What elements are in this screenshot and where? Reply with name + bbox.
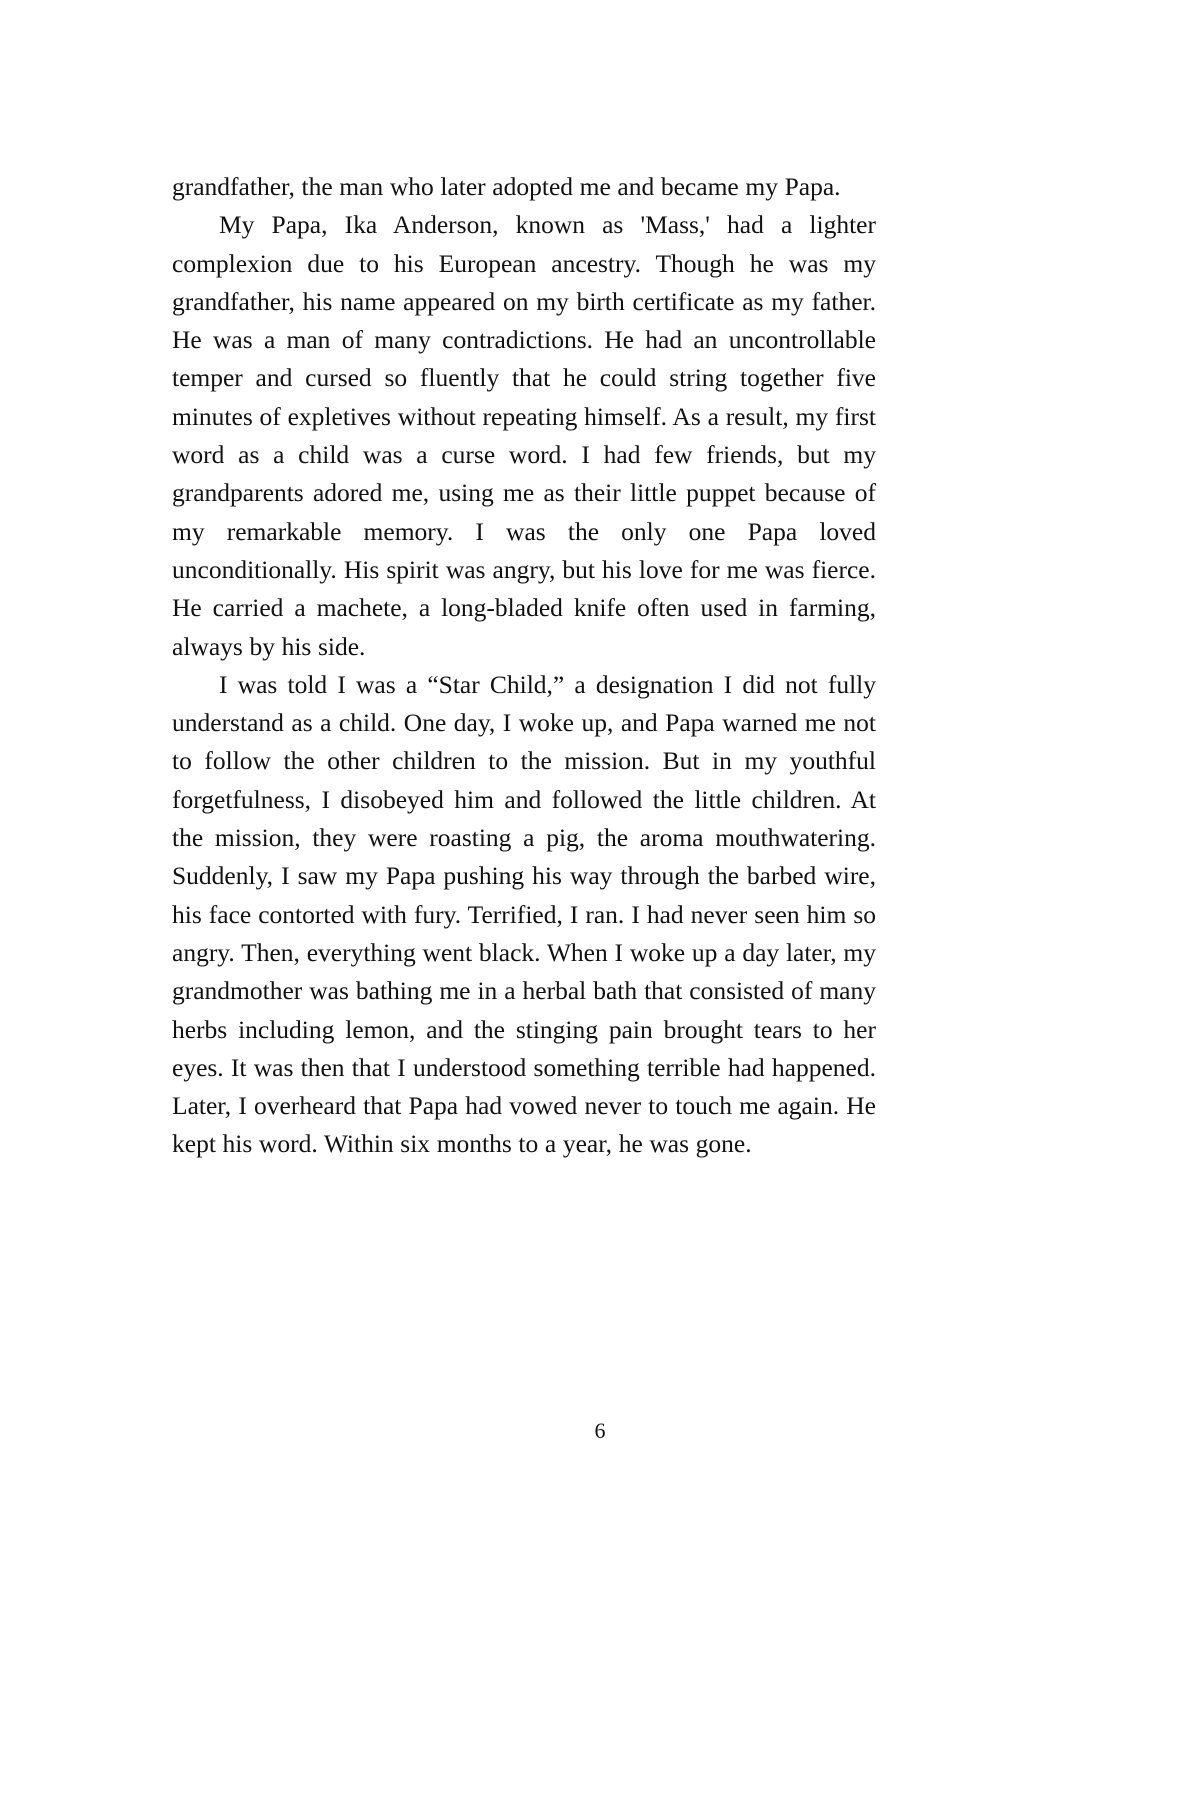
paragraph-continuation: grandfather, the man who later adopted me and became my Papa. [172, 172, 841, 201]
paragraph-papa-description: My Papa, Ika Anderson, known as 'Mass,' had a lighter complexion due to his European ancestry. Though he was my grandfather, his name appeared on my birth certificate as my father. He was a man of many contradictions. He had an uncontrollable temper and cursed so fluently that he could string together five minutes of expletives without repeating himself. As a result, my first word as a child was a curse word. I had few friends, but my grandparents adored me, using me as their little puppet because of my remarkable memory. I was the only one Papa loved unconditionally. His spirit was angry, but his love for me was fierce. He carried a machete, a long-bladed knife often used in farming, always by his side. [172, 210, 876, 661]
page-text-block [172, 168, 876, 1164]
page-number: 6 [594, 1418, 606, 1443]
paragraph-star-child: I was told I was a “Star Child,” a designation I did not fully understand as a child. One day, I woke up, and Papa warned me not to follow the other children to the mission. But in my youthful forgetfulness, I disobeyed him and followed the little children. At the mission, they were roasting a pig, the aroma mouthwatering. Suddenly, I saw my Papa pushing his way through the barbed wire, his face contorted with fury. Terrified, I ran. I had never seen him so angry. Then, everything went black. When I woke up a day later, my grandmother was bathing me in a herbal bath that consisted of many herbs including lemon, and the stinging pain brought tears to her eyes. It was then that I understood something terrible had happened. Later, I overheard that Papa had vowed never to touch me again. He kept his word. Within six months to a year, he was gone. [172, 669, 876, 1159]
